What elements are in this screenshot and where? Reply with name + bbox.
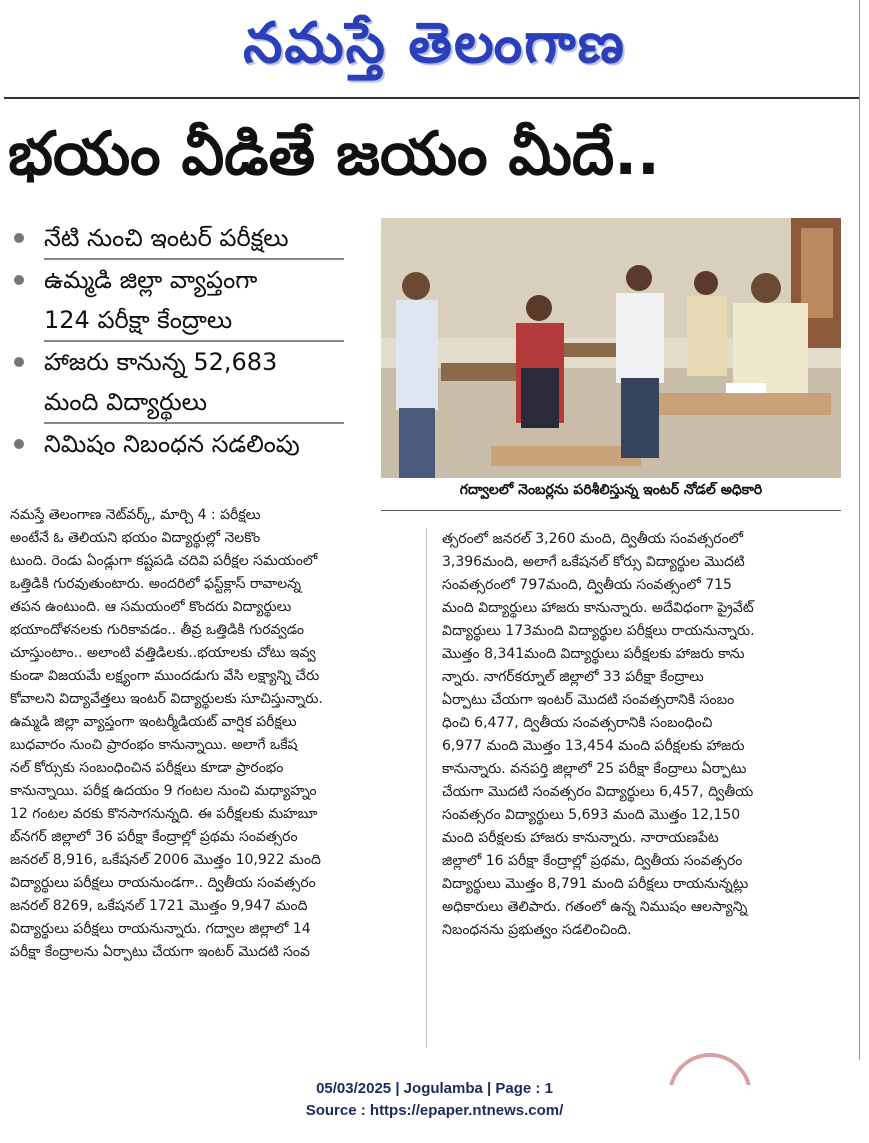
article-line: తపన ఉంటుంది. ఆ సమయంలో కొందరు విద్యార్థులు	[10, 599, 292, 615]
article-line: జిల్లాలో 16 పరీక్షా కేంద్రాల్లో ప్రథమ, ద్వితీయ సంవత్సరం	[442, 853, 743, 869]
article-line: ఏర్పాటు చేయగా ఇంటర్ మొదటి సంవత్సరానికి సంబం	[442, 692, 735, 708]
article-line: కానున్నారు. వనపర్తి జిల్లాలో 25 పరీక్షా కేంద్రాలు ఏర్పాటు	[442, 761, 747, 777]
bullet-text: మంది విద్యార్థులు	[44, 388, 208, 416]
article-line: మంది విద్యార్థులు హాజరు కానున్నారు. అదేవిధంగా ప్రైవేట్	[442, 600, 754, 616]
article-line: మొత్తం 8,341మంది విద్యార్థులు పరీక్షలకు హాజరు కాను	[442, 646, 745, 662]
article-line: అధికారులు తెలిపారు. గతంలో ఉన్న నిముషం ఆలస్యాన్ని	[442, 899, 748, 915]
bullet-item	[6, 218, 376, 260]
article-line: జనరల్ 8,916, ఒకేషనల్ 2006 మొత్తం 10,922 మంది	[10, 852, 321, 868]
article-line: కానున్నాయి. పరీక్ష ఉదయం 9 గంటల నుంచి మధ్యాహ్నం	[10, 783, 317, 799]
bullet-dot-icon	[14, 275, 24, 285]
bullet-text: హాజరు కానున్న 52,683	[44, 348, 278, 376]
article-line: పరీక్షా కేంద్రాలను ఏర్పాటు చేయగా ఇంటర్ మొదటి సంవ	[10, 944, 310, 960]
article-line: విద్యార్థులు పరీక్షలు రాయనున్నారు. గద్వాల జిల్లాలో 14	[10, 921, 311, 937]
bullet-text: నిమిషం నిబంధన సడలింపు	[44, 430, 300, 458]
article-line: సంవత్సరంలో 797మంది, ద్వితీయ సంవత్సంలో 715	[442, 577, 732, 593]
article-line: నల్ కోర్సుకు సంబంధించిన పరీక్షలు కూడా ప్రారంభం	[10, 760, 284, 776]
article-line: అంటేనే ఓ తెలియని భయం విద్యార్థుల్లో నెలకొం	[10, 530, 261, 546]
article-line: మంది పరీక్షలకు హాజరు కానున్నారు. నారాయణపేట	[442, 830, 719, 846]
newspaper-masthead: నమస్తే తెలంగాణ	[243, 11, 626, 76]
news-photo	[381, 218, 841, 478]
article-line: టుంది. రెండు ఏండ్లుగా కష్టపడి చదివి పరీక్షల సమయంలో	[10, 553, 318, 569]
article-line: ధించి 6,477, ద్వితీయ సంవత్సరానికి సంబంధించి	[442, 715, 713, 731]
article-line: 12 గంటల వరకు కొనసాగనున్నది. ఈ పరీక్షలకు మహబూ	[10, 806, 318, 822]
page-footer	[0, 1078, 869, 1122]
article-column-left	[10, 504, 415, 964]
article-line: చూస్తుంటాం.. అలాంటి వత్తిడిలకు..భయాలకు చోటు ఇవ్వ	[10, 645, 316, 661]
article-line: ఉమ్మడి జిల్లా వ్యాప్తంగా ఇంటర్మీడియట్ వార్షిక పరీక్షలు	[10, 714, 297, 730]
article-line: భయాందోళనలకు గురికావడం.. తీవ్ర ఒత్తిడికి గురవ్వడం	[10, 622, 304, 638]
highlight-bullets	[6, 218, 376, 464]
masthead-divider	[4, 97, 860, 99]
article-line: నిబంధనను ప్రభుత్వం సడలించింది.	[442, 922, 632, 938]
article-line: త్సరంలో జనరల్ 3,260 మంది, ద్వితీయ సంవత్సరంలో	[442, 531, 744, 547]
bullet-dot-icon	[14, 233, 24, 243]
bullet-dot-icon	[14, 357, 24, 367]
photo-caption: గద్వాలలో నెంబర్లను పరిశీలిస్తున్న ఇంటర్ నోడల్ అధికారి	[459, 482, 763, 498]
article-line: ఒత్తిడికి గురవుతుంటారు. అందరిలో ఫస్ట్‌క్లాస్ రావాలన్న	[10, 576, 302, 592]
bullet-text: ఉమ్మడి జిల్లా వ్యాప్తంగా	[44, 266, 258, 294]
article-line: విద్యార్థులు పరీక్షలు రాయనుండగా.. ద్వితీయ సంవత్సరం	[10, 875, 316, 891]
article-line: కుండా విజయమే లక్ష్యంగా ముందడుగు వేసి లక్ష్యాన్ని చేరు	[10, 668, 320, 684]
column-divider	[426, 528, 427, 1048]
article-line: న్నారు. నాగర్‌కర్నూల్ జిల్లాలో 33 పరీక్షా కేంద్రాలు	[442, 669, 704, 685]
bullet-item	[6, 342, 376, 424]
article-line: నమస్తే తెలంగాణ నెట్‌వర్క్, మార్చి 4 : పరీక్షలు	[10, 507, 261, 523]
source-link[interactable]: Source : https://epaper.ntnews.com/	[305, 1102, 564, 1119]
article-line: బుధవారం నుంచి ప్రారంభం కానున్నాయి. అలాగే ఒకేష	[10, 737, 298, 753]
article-line: విద్యార్థులు 173మంది విద్యార్థుల పరీక్షలు రాయనున్నారు.	[442, 623, 755, 639]
caption-divider	[381, 510, 841, 511]
article-line: జనరల్ 8269, ఒకేషనల్ 1721 మొత్తం 9,947 మంది	[10, 898, 308, 914]
article-line: కోవాలని విద్యావేత్తలు ఇంటర్ విద్యార్థులకు సూచిస్తున్నారు.	[10, 691, 323, 707]
article-line: 6,977 మంది మొత్తం 13,454 మంది పరీక్షలకు హాజరు	[442, 738, 745, 754]
bullet-item	[6, 424, 376, 464]
article-line: విద్యార్థులు మొత్తం 8,791 మంది పరీక్షలు రాయనున్నట్లు	[442, 876, 749, 892]
bullet-item	[6, 260, 376, 342]
edition-info: 05/03/2025 | Jogulamba | Page : 1	[316, 1080, 553, 1097]
article-line: చేయగా మొదటి సంవత్సరం విద్యార్థులు 6,457, ద్వితీయ	[442, 784, 754, 800]
article-column-right	[442, 528, 842, 942]
article-line: సంవత్సరం విద్యార్థులు 5,693 మంది మొత్తం 12,150	[442, 807, 741, 823]
page-edge-rule	[859, 0, 860, 1060]
article-headline: భయం వీడితే జయం మీదే..	[8, 119, 660, 189]
bullet-text: 124 పరీక్షా కేంద్రాలు	[44, 306, 233, 334]
article-line: 3,396మంది, అలాగే ఒకేషనల్ కోర్సు విద్యార్థుల మొదటి	[442, 554, 745, 570]
article-line: బ్‌నగర్ జిల్లాలో 36 పరీక్షా కేంద్రాల్లో ప్రథమ సంవత్సరం	[10, 829, 298, 845]
bullet-dot-icon	[14, 439, 24, 449]
bullet-text: నేటి నుంచి ఇంటర్ పరీక్షలు	[44, 224, 289, 252]
